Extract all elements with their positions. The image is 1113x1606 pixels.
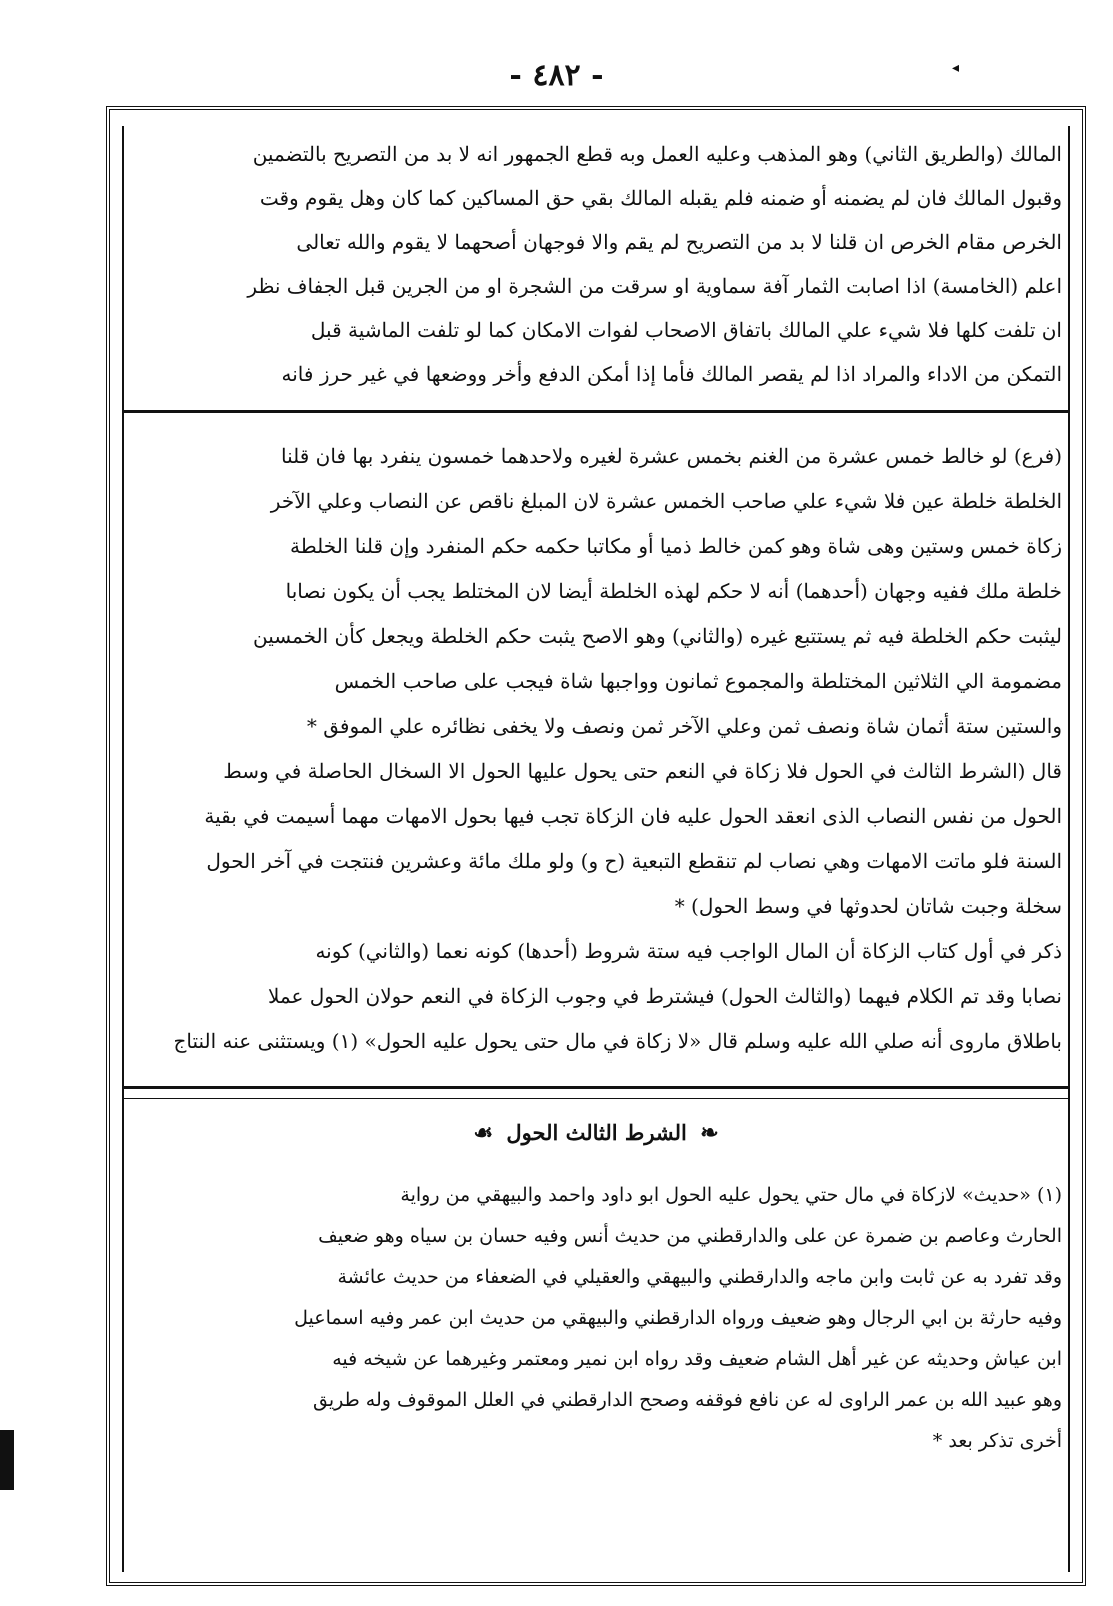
section-divider [124,410,1068,413]
scan-edge-mark [0,1430,14,1490]
footnote-divider-thin [124,1098,1068,1099]
footnote-text-block [130,1175,1062,1462]
text-line: ذكر في أول كتاب الزكاة أن المال الواجب فيه ستة شروط (أحدها) كونه نعما (والثاني) كونه [315,939,1062,963]
text-line: الخرص مقام الخرص ان قلنا لا بد من التصريح لم يقم والا فوجهان أصحهما لا يقوم والله تعالى [296,230,1062,254]
footnote-line: وقد تفرد به عن ثابت وابن ماجه والدارقطني والبيهقي والعقيلي في الضعفاء من حديث عائشة [337,1266,1062,1288]
text-line: التمكن من الاداء والمراد اذا لم يقصر المالك فأما إذا أمكن الدفع وأخر ووضعها في غير حرز فانه [281,362,1062,386]
text-line: اعلم (الخامسة) اذا اصابت الثمار آفة سماوية او سرقت من الشجرة او من الجرين قبل الجفاف نظر [247,274,1062,298]
text-line: المالك (والطريق الثاني) وهو المذهب وعليه العمل وبه قطع الجمهور انه لا بد من التصريح بالتضمين [252,142,1062,166]
text-line: وقبول المالك فان لم يضمنه أو ضمنه فلم يقبله المالك بقي حق المساكين كما كان وهل يقوم وقت [259,186,1062,210]
text-line: مضمومة الي الثلاثين المختلطة والمجموع ثمانون وواجبها شاة فيجب على صاحب الخمس [334,669,1062,693]
text-line: نصابا وقد تم الكلام فيهما (والثالث الحول) فيشترط في وجوب الزكاة في النعم حولان الحول عملا [267,984,1062,1008]
text-line: (فرع) لو خالط خمس عشرة من الغنم بخمس عشرة لغيره ولاحدهما خمسون ينفرد بها فان قلنا [281,444,1062,468]
text-line: زكاة خمس وستين وهى شاة وهو كمن خالط ذميا أو مكاتبا حكمه حكم المنفرد وإن قلنا الخلطة [290,534,1062,558]
footnote-line: (١) «حديث» لازكاة في مال حتي يحول عليه الحول ابو داود واحمد والبيهقي من رواية [400,1184,1062,1206]
text-line: ان تلفت كلها فلا شيء علي المالك باتفاق الاصحاب لفوات الامكان كما لو تلفت الماشية قبل [310,318,1062,342]
footnote-line: أخرى تذكر بعد * [932,1430,1062,1452]
footnote-line: وفيه حارثة بن ابي الرجال وهو ضعيف ورواه الدارقطني والبيهقي من حديث ابن عمر وفيه اسماعيل [294,1307,1062,1329]
ornament-icon: ☙ [473,1120,494,1146]
text-line: ليثبت حكم الخلطة فيه ثم يستتبع غيره (والثاني) وهو الاصح يثبت حكم الخلطة ويجعل كأن الخمسين [252,624,1062,648]
text-line: الخلطة خلطة عين فلا شيء علي صاحب الخمس عشرة لان المبلغ ناقص عن النصاب وعلي الآخر [270,489,1062,513]
text-line: سخلة وجبت شاتان لحدوثها في وسط الحول) * [674,894,1062,918]
footnote-divider [124,1086,1068,1089]
footnote-line: الحارث وعاصم بن ضمرة عن على والدارقطني من حديث أنس وفيه حسان بن سياه وهو ضعيف [318,1225,1062,1247]
text-line: خلطة ملك ففيه وجهان (أحدهما) أنه لا حكم لهذه الخلطة أيضا لان المختلط يجب أن يكون نصابا [285,579,1062,603]
top-text-block [130,132,1062,396]
text-line: السنة فلو ماتت الامهات وهي نصاب لم تنقطع التبعية (ح و) ولو ملك مائة وعشرين فنتجت في آخر الحول [206,849,1062,873]
footnote-heading-text: الشرط الثالث الحول [506,1120,687,1145]
corner-mark: ◂ [952,60,960,76]
text-line: قال (الشرط الثالث في الحول فلا زكاة في النعم حتى يحول عليها الحول الا السخال الحاصلة في وسط [223,759,1062,783]
footnote-line: ابن عياش وحديثه عن غير أهل الشام ضعيف وقد رواه ابن نمير ومعتمر وغيرهما عن شيخه فيه [332,1348,1062,1370]
page-number: - ٤٨٢ - [509,58,604,93]
text-line: باطلاق ماروى أنه صلي الله عليه وسلم قال «لا زكاة في مال حتى يحول عليه الحول» (١) ويستثنى عنه النتاج [173,1029,1062,1053]
footnote-heading [110,1120,1082,1146]
text-line: والستين ستة أثمان شاة ونصف ثمن وعلي الآخر ثمن ونصف ولا يخفى نظائره علي الموفق * [306,714,1062,738]
page-frame [106,106,1086,1586]
ornament-icon: ❧ [700,1120,719,1146]
text-line: الحول من نفس النصاب الذى انعقد الحول عليه فان الزكاة تجب فيها بحول الامهات مهما أسيمت في بقية [204,804,1062,828]
middle-text-block [130,434,1062,1064]
footnote-line: وهو عبيد الله بن عمر الراوى له عن نافع فوقفه وصحح الدارقطني في العلل الموقوف وله طريق [313,1389,1062,1411]
